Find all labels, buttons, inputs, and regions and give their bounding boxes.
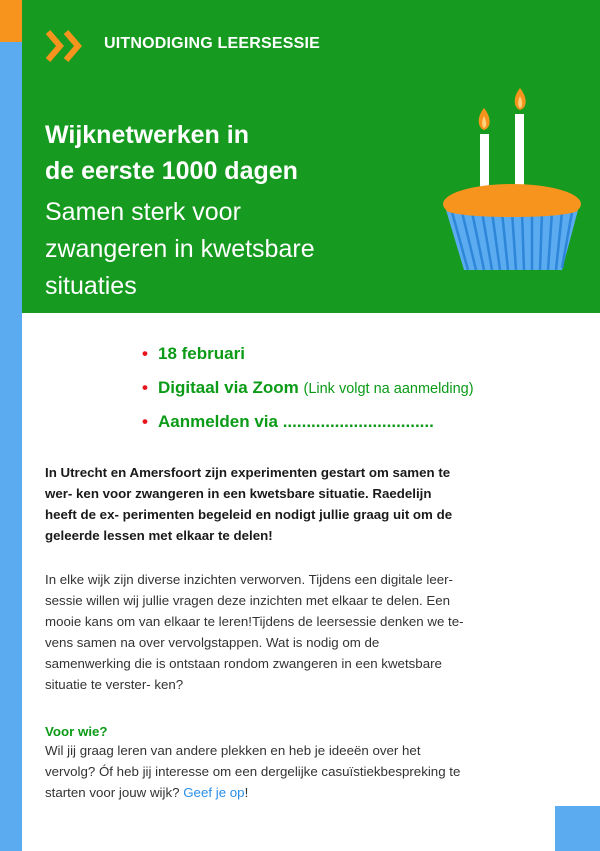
bullet-marker: • xyxy=(142,412,148,431)
body-line: mooie kans om van elkaar te leren!Tijdens de leersessie denken we te- xyxy=(45,614,464,629)
bullet-marker: • xyxy=(142,378,148,397)
audience-heading: Voor wie? xyxy=(45,724,108,739)
signup-text: Aanmelden via ................................ xyxy=(158,412,434,431)
body-paragraph xyxy=(45,569,560,695)
birthday-cupcake-icon xyxy=(438,82,588,282)
subtitle-line: situaties xyxy=(45,272,137,300)
body-line: sessie willen wij jullie vragen deze inzichten met elkaar te delen. Een xyxy=(45,593,451,608)
invitation-tag: UITNODIGING LEERSESSIE xyxy=(104,35,320,52)
audience-line: vervolg? Óf heb jij interesse om een dergelijke casuïstiekbespreking te xyxy=(45,764,461,779)
intro-line: wer- ken voor zwangeren in een kwetsbare situatie. Raedelijn xyxy=(45,486,432,501)
body-line: situatie te verster- ken? xyxy=(45,677,184,692)
double-chevron-icon xyxy=(44,28,90,64)
audience-line: Wil jij graag leren van andere plekken en heb je ideeën over het xyxy=(45,743,421,758)
subtitle-line: zwangeren in kwetsbare xyxy=(45,235,315,263)
signup-link[interactable]: Geef je op xyxy=(183,785,245,800)
event-details-list xyxy=(142,342,474,444)
location-item xyxy=(142,376,474,410)
audience-paragraph xyxy=(45,740,565,803)
bottom-corner-block xyxy=(555,806,600,851)
intro-line: heeft de ex- perimenten begeleid en nodigt jullie graag uit om de xyxy=(45,507,453,522)
audience-line-last xyxy=(45,782,565,803)
body-line: In elke wijk zijn diverse inzichten verworven. Tijdens een digitale leer- xyxy=(45,572,453,587)
body-line: samenwerking die is ontstaan rondom zwangeren in een kwetsbare xyxy=(45,656,442,671)
page-title xyxy=(45,117,445,189)
title-line: Wijknetwerken in xyxy=(45,121,249,149)
intro-line: geleerde lessen met elkaar te delen! xyxy=(45,528,273,543)
date-text: 18 februari xyxy=(158,344,245,363)
title-line: de eerste 1000 dagen xyxy=(45,157,298,185)
audience-line-prefix: starten voor jouw wijk? xyxy=(45,785,180,800)
bullet-marker: • xyxy=(142,344,148,363)
orange-corner-block xyxy=(0,0,22,42)
subtitle-line: Samen sterk voor xyxy=(45,198,241,226)
date-item xyxy=(142,342,474,376)
intro-line: In Utrecht en Amersfoort zijn experimenten gestart om samen te xyxy=(45,465,451,480)
signup-item xyxy=(142,410,474,444)
body-line: vens samen na over vervolgstappen. Wat is nodig om de xyxy=(45,635,380,650)
audience-line-suffix: ! xyxy=(244,785,249,800)
intro-paragraph xyxy=(45,462,555,546)
page-subtitle xyxy=(45,194,445,305)
location-note: (Link volgt na aanmelding) xyxy=(303,381,474,397)
location-text: Digitaal via Zoom xyxy=(158,378,299,397)
left-accent-bar xyxy=(0,0,22,851)
